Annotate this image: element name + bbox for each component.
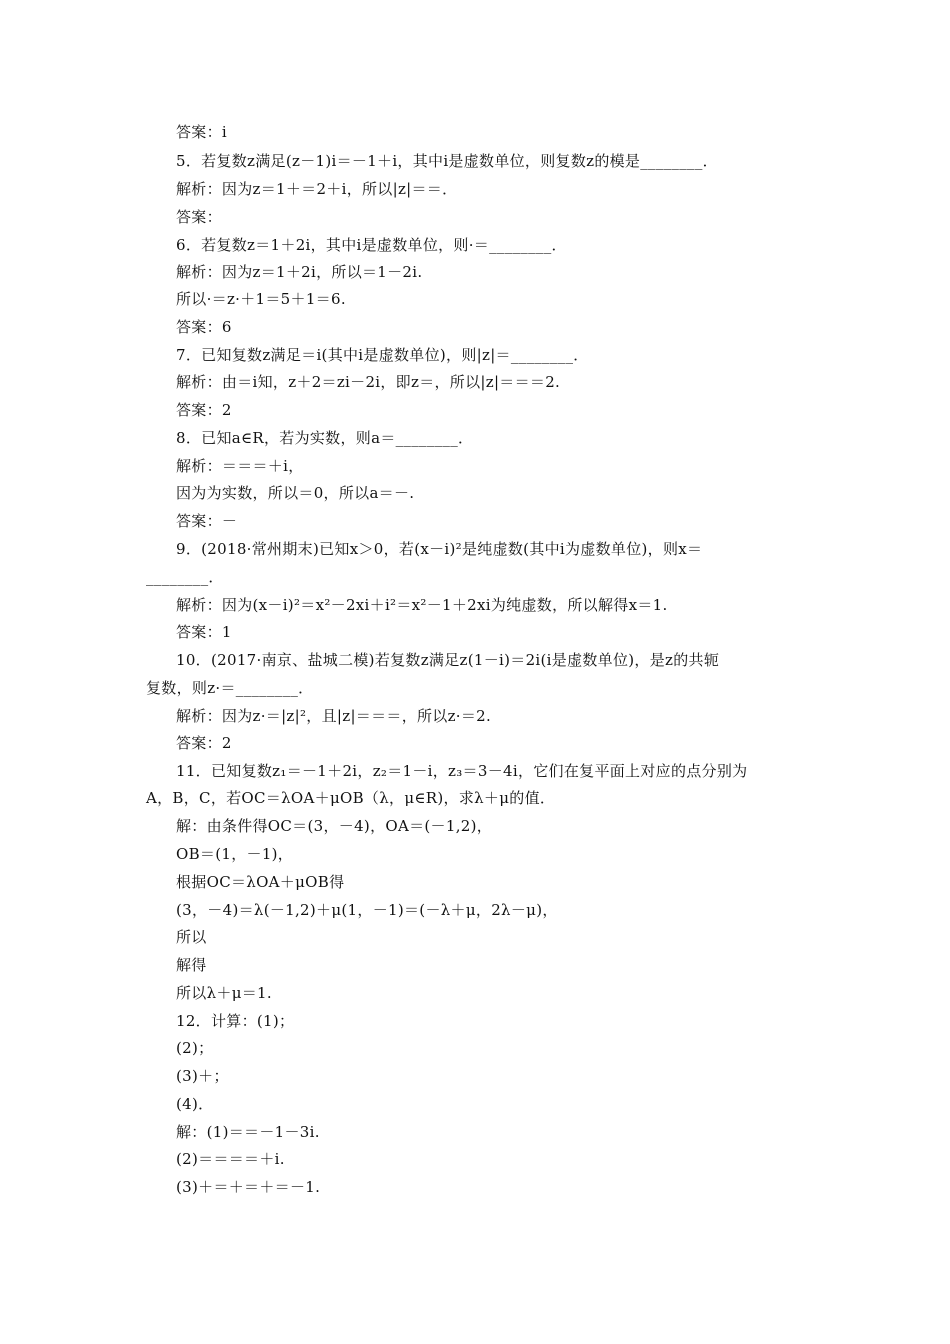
text-line: 解析：因为z＝1＋2i，所以＝1－2i. [176,263,423,281]
text-line: 解析：因为z＝1＋＝2＋i，所以|z|＝＝． [176,180,458,198]
text-line: 解析：由＝i知，z＋2＝zi－2i，即z＝，所以|z|＝＝＝2. [176,373,561,391]
text-line: 答案：6 [176,318,232,336]
text-line: 解析：＝＝＝＋i， [176,457,304,475]
text-line: 复数，则z·＝________． [146,679,314,697]
text-line: (2)＝＝＝＝＋i. [176,1150,285,1168]
text-line: (3，－4)＝λ(－1,2)＋μ(1，－1)＝(－λ＋μ，2λ－μ)， [176,901,558,919]
text-line: 解析：因为z·＝|z|²，且|z|＝＝＝，所以z·＝2. [176,707,492,725]
text-line: 答案：－ [176,512,238,530]
text-line: 解析：因为(x－i)²＝x²－2xi＋i²＝x²－1＋2xi为纯虚数，所以解得x＝1. [176,596,668,614]
question-11: 11．已知复数z₁＝－1＋2i，z₂＝1－i，z₃＝3－4i，它们在复平面上对应的点分别为 [176,762,748,780]
text-line: 答案： [176,208,222,226]
text-line: 解：由条件得OC＝(3，－4)，OA＝(－1,2)， [176,817,493,835]
text-line: 因为为实数，所以＝0，所以a＝－. [176,484,415,502]
question-6: 6．若复数z＝1＋2i，其中i是虚数单位，则·＝________． [176,236,567,254]
text-line: (2)； [176,1039,214,1057]
question-9: 9．(2018·常州期末)已知x＞0，若(x－i)²是纯虚数(其中i为虚数单位)，则x＝ [176,540,703,558]
question-5: 5．若复数z满足(z－1)i＝－1＋i，其中i是虚数单位，则复数z的模是________． [176,152,718,170]
text-line: 解：(1)＝＝－1－3i. [176,1123,320,1141]
text-line: (4)． [176,1095,214,1113]
text-line: ________． [146,568,224,586]
text-line: (3)＋＝＋＝＋＝－1. [176,1178,321,1196]
question-12: 12．计算：(1)； [176,1012,295,1030]
text-line: (3)＋； [176,1067,229,1085]
question-7: 7．已知复数z满足＝i(其中i是虚数单位)，则|z|＝________． [176,346,589,364]
text-line: 所以λ＋μ＝1. [176,984,272,1002]
text-line: 解得 [176,956,207,974]
text-line: 答案：2 [176,734,232,752]
question-8: 8．已知a∈R，若为实数，则a＝________． [176,429,474,447]
question-10: 10．(2017·南京、盐城二模)若复数z满足z(1－i)＝2i(i是虚数单位)，是z的共轭 [176,651,720,669]
text-line: 答案：1 [176,623,232,641]
text-line: 所以·＝z·＋1＝5＋1＝6. [176,290,346,308]
text-line: 答案：2 [176,401,232,419]
text-line: 答案：i [176,123,227,141]
text-line: 根据OC＝λOA＋μOB得 [176,873,345,891]
text-line: A，B，C，若OC＝λOA＋μOB（λ，μ∈R)，求λ＋μ的值． [146,789,556,807]
text-line: 所以 [176,928,207,946]
text-line: OB＝(1，－1)， [176,845,294,863]
